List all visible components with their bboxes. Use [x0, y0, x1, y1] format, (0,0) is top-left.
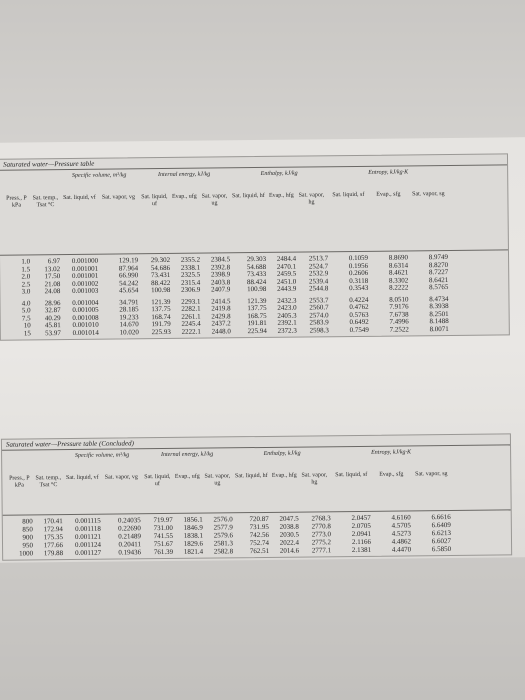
table-cell: 2544.8 [309, 284, 329, 293]
table-cell: 2451.0 [276, 277, 297, 286]
table-cell: 8.1488 [429, 317, 449, 326]
table-cell: 2392.8 [210, 262, 231, 272]
table-cell: 2414.5 [211, 296, 231, 306]
table-cell: 2768.3 [311, 514, 331, 523]
table-cell: 2583.9 [309, 318, 329, 327]
table-cell: 8.0510 [389, 294, 409, 304]
table-cell: 225.93 [151, 327, 171, 336]
table-cell: 0.001118 [75, 524, 101, 533]
table-cell: 4.5705 [391, 521, 411, 530]
group-header: Enthalpy, kJ/kg [263, 450, 301, 457]
table-cell: 1.5 [21, 264, 31, 273]
table-cell: 2403.8 [210, 277, 231, 287]
table-cell: 2047.5 [279, 514, 299, 523]
table-cell: 2579.6 [213, 531, 233, 540]
table-cell: 4.4470 [391, 545, 412, 554]
table-cell: 2775.2 [311, 538, 332, 547]
table-cell: 2261.1 [181, 312, 201, 321]
table-cell: 2560.7 [309, 303, 329, 312]
table-cell: 719.97 [153, 515, 173, 525]
table-cell: 87.964 [118, 263, 139, 272]
table-cell: 191.81 [247, 318, 267, 328]
table-cell: 6.5850 [431, 545, 452, 554]
table-cell: 7.5 [21, 313, 31, 322]
table-cell: 13.02 [44, 264, 61, 273]
table-cell: 2513.7 [308, 254, 329, 263]
table-cell: 40.29 [44, 313, 61, 322]
table-cell: 7.2522 [389, 324, 409, 334]
table-cell: 2582.8 [213, 547, 234, 556]
saturated-water-pressure-table [0, 153, 510, 340]
table-cell: 45.81 [44, 321, 61, 330]
table-cell: 2577.9 [213, 523, 233, 532]
column-header: Sat. liquid, sf [335, 471, 368, 479]
table-cell: 88.424 [246, 277, 267, 286]
table-cell: 29.302 [150, 255, 171, 265]
table-cell: 14.670 [119, 320, 139, 329]
table-cell: 2423.0 [277, 303, 297, 312]
table-cell: 2576.0 [213, 515, 233, 524]
table-cell: 100.98 [247, 284, 267, 294]
table-cell: 0.19436 [118, 548, 142, 557]
table-cell: 2405.3 [277, 311, 297, 320]
table-cell: 2.0457 [351, 513, 371, 523]
table-cell: 8.0071 [429, 324, 449, 333]
table-cell: 7.9176 [389, 302, 409, 311]
table-cell: 0.7549 [349, 325, 369, 334]
column-header: Evap., hfg [268, 192, 294, 199]
group-header: Internal energy, kJ/kg [160, 451, 214, 459]
table-cell: 2392.1 [277, 318, 297, 327]
table-cell: 29.303 [246, 254, 267, 264]
table-cell: 900 [22, 533, 33, 542]
table-cell: 0.24035 [117, 516, 141, 525]
table-cell: 10 [23, 321, 31, 330]
table-cell: 2022.4 [279, 538, 300, 547]
table-cell: 8.3302 [388, 275, 409, 285]
table-cell: 2448.0 [211, 326, 231, 336]
table-cell: 137.75 [247, 303, 267, 313]
table-cell: 741.55 [153, 531, 173, 541]
column-header: Sat. vapor, ug [204, 473, 231, 487]
table-cell: 17.50 [44, 272, 61, 281]
column-header: Sat. liquid, uf [141, 193, 168, 208]
table-cell: 54.242 [118, 278, 139, 287]
column-header: Sat. temp., Tsat °C [32, 195, 59, 209]
table-cell: 66.990 [118, 271, 139, 280]
table-cell: 0.001008 [72, 313, 99, 322]
table-cell: 731.95 [249, 522, 269, 532]
column-header: Sat. liquid, uf [144, 473, 171, 488]
table-cell: 3.0 [21, 287, 31, 296]
table-cell: 0.001005 [72, 305, 99, 314]
table-cell: 45.654 [119, 286, 139, 295]
table-cell: 8.8270 [428, 260, 449, 269]
table-cell: 2398.9 [210, 270, 231, 279]
table-cell: 100.98 [151, 285, 171, 295]
table-cell: 2553.7 [309, 295, 329, 304]
table-cell: 73.433 [246, 269, 267, 279]
table-cell: 34.791 [119, 297, 139, 306]
table-cell: 168.74 [151, 312, 171, 321]
table-cell: 2443.9 [277, 284, 297, 293]
table-cell: 2419.8 [211, 304, 231, 313]
group-header: Entropy, kJ/kg·K [368, 169, 409, 176]
column-header: Sat. liquid, vf [63, 194, 96, 202]
table-cell: 175.35 [43, 533, 63, 542]
table-cell: 121.39 [247, 296, 267, 305]
table-cell: 1821.4 [183, 547, 204, 556]
table-cell: 8.6314 [388, 260, 409, 270]
table-title: Saturated water—Pressure table [0, 154, 507, 170]
table-cell: 2777.1 [311, 546, 332, 555]
table-cell: 21.08 [44, 279, 61, 288]
table-cell: 0.001124 [74, 540, 102, 549]
table-cell: 742.56 [249, 530, 269, 540]
table-cell: 2459.5 [276, 269, 297, 278]
table-cell: 0.001001 [71, 264, 99, 273]
table-cell: 54.686 [150, 263, 171, 272]
table-cell: 0.001001 [71, 271, 99, 280]
table-cell: 172.94 [43, 525, 63, 534]
table-cell: 0.1059 [348, 253, 369, 263]
table-cell: 0.001121 [74, 532, 101, 541]
table-cell: 1838.1 [183, 531, 203, 540]
table-cell: 2355.2 [180, 255, 201, 264]
table-cell: 32.87 [44, 306, 61, 315]
table-cell: 6.6616 [431, 513, 451, 522]
table-cell: 8.3938 [429, 302, 449, 311]
column-header: Sat. temp., Tsat °C [35, 475, 62, 489]
column-header: Sat. vapor, hg [298, 192, 325, 206]
table-cell: 129.19 [118, 256, 139, 265]
column-header: Sat. liquid, hf [232, 192, 265, 200]
saturated-water-pressure-table-concluded [1, 433, 512, 560]
column-header: Evap., sfg [379, 471, 404, 478]
table-cell: 2306.9 [181, 285, 201, 294]
table-cell: 2532.9 [308, 269, 329, 278]
column-header: Evap., sfg [376, 191, 401, 198]
table-cell: 800 [22, 517, 33, 526]
table-cell: 2470.1 [276, 262, 297, 271]
table-cell: 8.4621 [388, 268, 409, 277]
table-cell: 0.2606 [348, 268, 369, 278]
table-cell: 0.001115 [75, 516, 101, 525]
table-cell: 0.001127 [75, 548, 102, 557]
table-cell: 8.7227 [428, 268, 449, 277]
table-cell: 2581.3 [213, 539, 234, 548]
table-cell: 1000 [19, 549, 34, 558]
table-cell: 170.41 [43, 517, 63, 526]
table-cell: 2407.9 [211, 285, 231, 294]
table-cell: 8.9749 [428, 253, 449, 262]
table-cell: 8.8690 [388, 253, 409, 262]
table-cell: 10.020 [119, 327, 139, 336]
table-cell: 850 [22, 525, 33, 534]
table-cell: 2.1166 [351, 537, 372, 547]
group-header: Entropy, kJ/kg·K [371, 449, 412, 456]
table-cell: 1829.6 [183, 539, 204, 548]
column-header: Sat. vapor, sg [412, 191, 445, 198]
column-header: Sat. vapor, vg [104, 474, 138, 481]
table-cell: 6.6409 [431, 521, 451, 530]
table-cell: 5.0 [21, 306, 31, 315]
table-cell: 0.6492 [349, 317, 369, 327]
table-cell: 2437.2 [211, 319, 231, 328]
table-cell: 2.1381 [351, 545, 372, 555]
column-header: Press., P kPa [9, 475, 30, 489]
table-cell: 2372.3 [277, 326, 297, 335]
table-cell: 7.4996 [389, 317, 409, 326]
table-title: Saturated water—Pressure table (Concluded) [2, 434, 510, 450]
table-cell: 28.96 [44, 298, 61, 307]
table-cell: 24.08 [44, 287, 61, 296]
table-cell: 15 [23, 328, 31, 337]
table-cell: 0.001010 [72, 320, 99, 329]
table-cell: 0.001014 [72, 328, 99, 337]
table-cell: 2.5 [21, 279, 31, 288]
table-cell: 2.0705 [351, 521, 371, 531]
table-cell: 177.66 [43, 541, 64, 550]
paper-sheet [0, 137, 525, 563]
table-cell: 2429.8 [211, 311, 231, 321]
table-cell: 8.6421 [428, 275, 449, 284]
table-cell: 0.001002 [72, 279, 99, 288]
table-cell: 1856.1 [183, 515, 203, 524]
table-cell: 751.67 [153, 539, 174, 549]
group-header: Internal energy, kJ/kg [157, 171, 211, 179]
table-cell: 731.00 [153, 523, 173, 533]
table-cell: 6.6213 [431, 529, 451, 538]
column-header: Sat. vapor, hg [301, 472, 328, 486]
column-header: Sat. vapor, sg [415, 471, 448, 478]
table-cell: 53.97 [45, 328, 61, 337]
table-cell: 73.431 [150, 270, 171, 280]
table-cell: 2598.3 [309, 325, 329, 334]
table-cell: 4.0 [21, 298, 31, 307]
table-cell: 1846.9 [183, 523, 203, 532]
table-cell: 0.001004 [72, 298, 99, 307]
table-cell: 2574.0 [309, 310, 329, 319]
table-cell: 2770.8 [311, 522, 331, 531]
table-cell: 2384.5 [210, 255, 231, 264]
group-header: Enthalpy, kJ/kg [260, 170, 298, 177]
group-header: Specific volume, m³/kg [74, 452, 130, 459]
table-cell: 8.4734 [429, 294, 449, 303]
table-cell: 0.001003 [72, 286, 99, 295]
table-cell: 2245.4 [181, 319, 201, 328]
table-cell: 8.2501 [429, 309, 449, 318]
table-cell: 4.5273 [391, 529, 411, 538]
table-cell: 0.3543 [349, 283, 369, 293]
table-cell: 191.79 [151, 319, 171, 329]
table-cell: 0.4224 [349, 295, 369, 304]
table-cell: 7.6738 [389, 309, 409, 319]
table-cell: 2773.0 [311, 530, 331, 539]
column-header: Evap., hfg [271, 472, 297, 479]
table-cell: 762.51 [249, 546, 270, 556]
table-cell: 0.3118 [349, 276, 369, 285]
table-cell: 137.75 [151, 304, 171, 314]
table-cell: 0.22690 [118, 524, 141, 533]
table-cell: 4.6160 [391, 513, 411, 522]
table-cell: 2315.4 [180, 278, 201, 287]
column-header: Evap., ufg [171, 193, 197, 200]
table-cell: 2222.1 [181, 327, 201, 336]
table-cell: 8.5765 [429, 283, 449, 292]
column-header: Sat. vapor, vg [101, 194, 135, 201]
table-cell: 28.185 [119, 305, 139, 314]
table-cell: 2.0 [21, 272, 31, 281]
group-header: Specific volume, m³/kg [71, 172, 127, 179]
table-cell: 2030.5 [279, 530, 299, 539]
table-cell: 4.4862 [391, 537, 412, 546]
table-cell: 2038.8 [279, 522, 299, 531]
column-header: Sat. liquid, sf [332, 191, 365, 199]
table-cell: 0.21489 [118, 532, 141, 541]
column-header: Sat. liquid, hf [234, 472, 268, 480]
table-cell: 0.001000 [71, 256, 99, 265]
table-cell: 168.75 [247, 311, 267, 320]
column-header: Sat. vapor, ug [201, 193, 228, 207]
table-cell: 2338.1 [180, 263, 201, 272]
table-cell: 0.4762 [349, 302, 369, 312]
table-cell: 19.233 [119, 312, 139, 321]
table-cell: 2325.5 [180, 270, 201, 279]
column-header: Evap., ufg [174, 473, 200, 480]
table-cell: 54.688 [246, 262, 267, 271]
table-cell: 2.0941 [351, 529, 371, 539]
table-cell: 0.1956 [348, 261, 369, 270]
column-header: Press., P kPa [6, 195, 27, 209]
table-cell: 2282.1 [181, 304, 201, 313]
table-cell: 752.74 [249, 538, 270, 548]
table-cell: 2014.6 [279, 546, 300, 555]
table-cell: 2484.4 [276, 254, 297, 263]
table-cell: 2293.1 [181, 297, 201, 306]
table-cell: 2539.4 [308, 276, 329, 285]
table-cell: 0.5763 [349, 310, 369, 319]
table-cell: 179.88 [43, 549, 64, 558]
table-cell: 1.0 [21, 257, 31, 266]
table-cell: 88.422 [150, 278, 171, 287]
table-cell: 950 [22, 541, 34, 550]
table-cell: 2432.3 [277, 296, 297, 305]
column-header: Sat. liquid, vf [65, 474, 99, 482]
table-cell: 6.97 [47, 257, 61, 266]
table-cell: 8.2222 [389, 283, 409, 292]
table-cell: 0.20411 [118, 540, 142, 549]
table-cell: 761.39 [153, 547, 174, 557]
table-cell: 2524.7 [308, 261, 329, 270]
table-cell: 6.6027 [431, 537, 452, 546]
table-cell: 225.94 [247, 326, 267, 335]
table-cell: 720.87 [249, 514, 269, 524]
table-cell: 121.39 [151, 297, 171, 306]
